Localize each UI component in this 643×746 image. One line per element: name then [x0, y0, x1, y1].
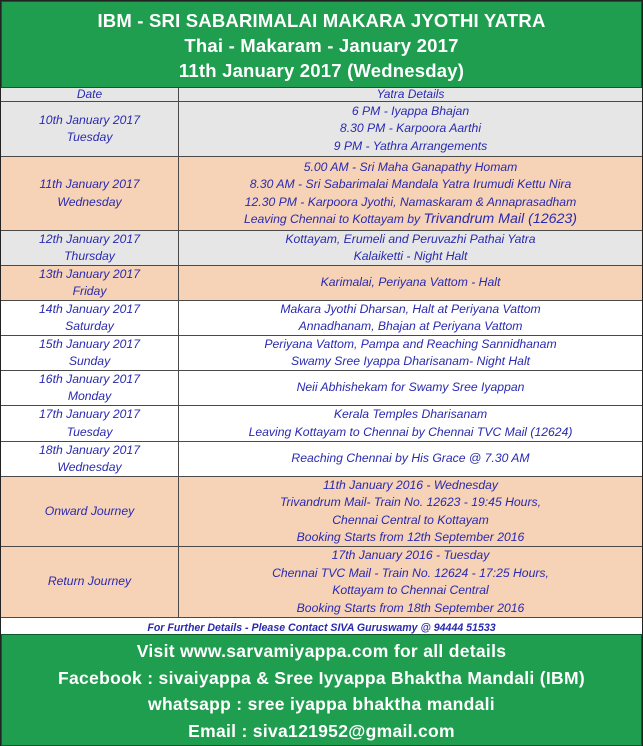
header-title: IBM - SRI SABARIMALAI MAKARA JYOTHI YATRA: [97, 10, 546, 31]
date-text: 10th January 2017: [39, 112, 140, 127]
details-cell: [179, 371, 642, 405]
date-text: 18th January 2017: [39, 442, 140, 457]
table-row: [1, 336, 642, 371]
footer-banner: [1, 634, 642, 746]
detail-line: Booking Starts from 18th September 2016: [296, 600, 525, 615]
detail-line: Booking Starts from 12th September 2016: [296, 530, 525, 544]
date-cell: [1, 477, 179, 546]
detail-line: 11th January 2016 - Wednesday: [322, 477, 499, 492]
contact-line: [1, 618, 642, 634]
date-cell: [1, 157, 179, 230]
journey-label: Onward Journey: [44, 503, 135, 518]
detail-line: Makara Jyothi Dharsan, Halt at Periyana Vattom: [280, 301, 541, 316]
details-cell: [179, 157, 642, 230]
date-cell: [1, 406, 179, 441]
date-cell: [1, 371, 179, 405]
table-row: [1, 406, 642, 442]
details-cell: [179, 336, 642, 370]
website-line: Visit www.sarvamiyappa.com for all details: [136, 641, 507, 661]
date-cell: [1, 266, 179, 300]
day-text: Wednesday: [57, 460, 122, 474]
table-header-row: [1, 88, 642, 102]
table-row: [1, 301, 642, 336]
details-cell: [179, 102, 642, 156]
date-cell: [1, 301, 179, 335]
detail-line: Karimalai, Periyana Vattom - Halt: [320, 275, 501, 290]
whatsapp-line: whatsapp : sree iyappa bhaktha mandali: [148, 694, 495, 714]
header-date: 11th January 2017 (Wednesday): [178, 60, 465, 81]
detail-line: Annadhanam, Bhajan at Periyana Vattom: [298, 319, 523, 333]
contact-text: For Further Details - Please Contact SIVA Guruswamy @ 94444 51533: [147, 622, 496, 634]
details-cell: [179, 477, 642, 546]
schedule-table: [1, 88, 642, 618]
detail-line: 6 PM - Iyappa Bhajan: [351, 103, 470, 118]
day-text: Tuesday: [66, 424, 113, 439]
date-text: 15th January 2017: [39, 336, 140, 351]
date-text: 11th January 2017: [39, 177, 140, 191]
detail-line: Chennai TVC Mail - Train No. 12624 - 17:25 Hours,: [272, 565, 549, 580]
journey-label: Return Journey: [47, 574, 132, 589]
detail-line: Kalaiketti - Night Halt: [353, 249, 468, 263]
column-header-details: Yatra Details: [376, 87, 445, 101]
table-row: [1, 371, 642, 406]
facebook-line: Facebook : sivaiyappa & Sree Iyyappa Bhaktha Mandali (IBM): [58, 667, 585, 688]
details-cell: [179, 231, 642, 265]
table-row: [1, 157, 642, 231]
day-text: Wednesday: [57, 194, 122, 209]
detail-line: Periyana Vattom, Pampa and Reaching Sannidhanam: [264, 336, 557, 351]
table-row: [1, 547, 642, 618]
header-subtitle: Thai - Makaram - January 2017: [184, 35, 459, 56]
detail-prefix: Leaving Chennai to Kottayam by: [243, 212, 424, 226]
email-line: Email : siva121952@gmail.com: [188, 720, 455, 741]
header-banner: [1, 1, 642, 88]
date-cell: [1, 442, 179, 476]
detail-line: Chennai Central to Kottayam: [332, 512, 489, 527]
date-cell: [1, 231, 179, 265]
detail-line: Swamy Sree Iyappa Dharisanam- Night Halt: [290, 354, 531, 368]
date-text: 14th January 2017: [39, 301, 140, 316]
table-row: [1, 442, 642, 477]
table-row: [1, 102, 642, 157]
table-row: [1, 266, 642, 301]
detail-line: Leaving Kottayam to Chennai by Chennai TVC Mail (12624): [248, 424, 573, 439]
detail-line: 17th January 2016 - Tuesday: [331, 548, 490, 562]
detail-line: 9 PM - Yathra Arrangements: [333, 138, 488, 153]
header-cell-date: [1, 88, 179, 101]
date-cell: [1, 547, 179, 617]
details-cell: [179, 406, 642, 441]
header-cell-details: [179, 88, 642, 101]
table-row: [1, 477, 642, 547]
date-text: 12th January 2017: [39, 231, 140, 246]
detail-line: 8.30 AM - Sri Sabarimalai Mandala Yatra Irumudi Kettu Nira: [249, 177, 572, 191]
detail-line: 12.30 PM - Karpoora Jyothi, Namaskaram & Annaprasadham: [244, 194, 577, 209]
detail-line: [244, 211, 577, 229]
day-text: Friday: [72, 284, 107, 298]
column-header-date: Date: [76, 87, 103, 101]
day-text: Thursday: [64, 249, 115, 263]
details-cell: [179, 301, 642, 335]
train-name-emphasis: Trivandrum Mail (12623): [423, 211, 578, 227]
day-text: Monday: [67, 389, 112, 403]
detail-line: Trivandrum Mail- Train No. 12623 - 19:45 Hours,: [280, 495, 541, 509]
date-text: 16th January 2017: [39, 371, 140, 386]
detail-line: Kottayam, Erumeli and Peruvazhi Pathai Yatra: [285, 231, 536, 246]
details-cell: [179, 266, 642, 300]
date-text: 17th January 2017: [39, 407, 140, 421]
date-text: 13th January 2017: [39, 266, 140, 281]
details-cell: [179, 547, 642, 617]
detail-line: 5.00 AM - Sri Maha Ganapathy Homam: [303, 159, 518, 174]
details-cell: [179, 442, 642, 476]
detail-line: Reaching Chennai by His Grace @ 7.30 AM: [291, 451, 530, 466]
day-text: Tuesday: [66, 130, 113, 144]
detail-line: Kottayam to Chennai Central: [332, 583, 489, 597]
day-text: Saturday: [65, 319, 114, 333]
detail-line: 8.30 PM - Karpoora Aarthi: [339, 121, 482, 136]
detail-line: Kerala Temples Dharisanam: [333, 407, 488, 421]
day-text: Sunday: [68, 354, 111, 368]
date-cell: [1, 336, 179, 370]
table-row: [1, 231, 642, 266]
date-cell: [1, 102, 179, 156]
detail-line: Neii Abhishekam for Swamy Sree Iyappan: [296, 380, 525, 395]
